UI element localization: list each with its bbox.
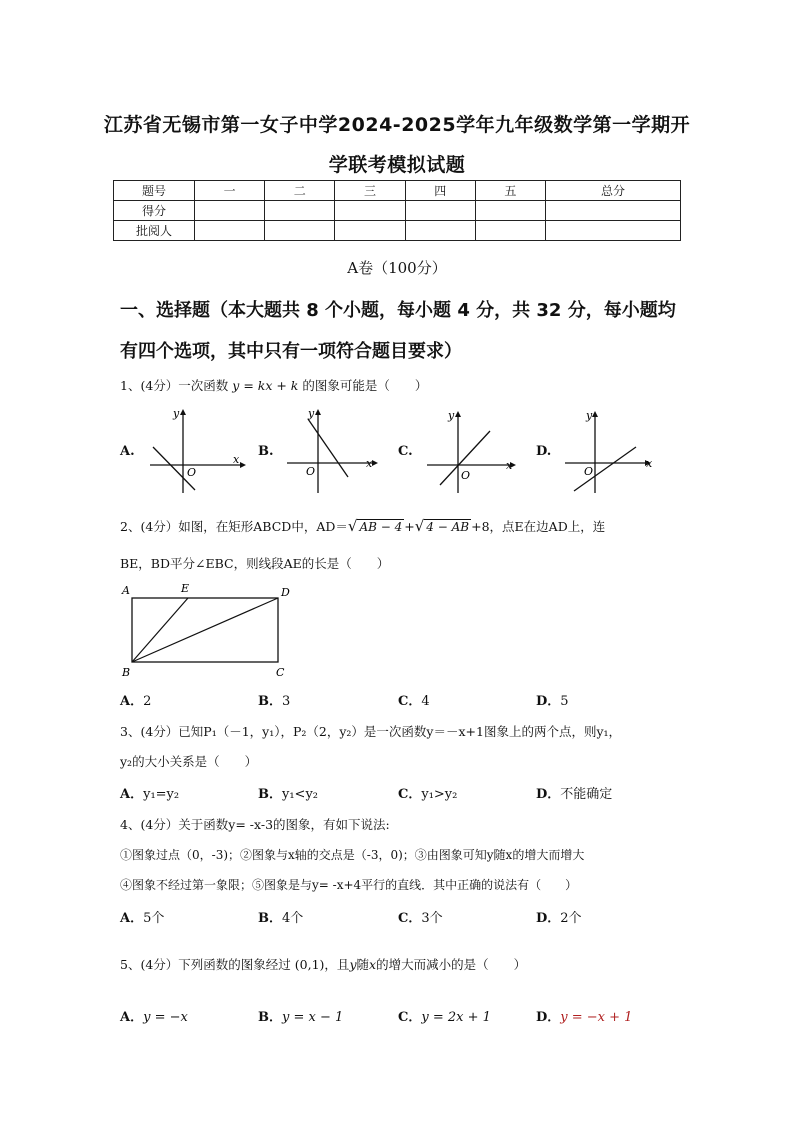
option-text: y₁=y₂: [143, 787, 180, 802]
option-formula: y = −x: [143, 1010, 188, 1025]
q2-radical-2: 4 − AB: [426, 520, 470, 534]
label-e: E: [181, 582, 190, 595]
q5-option-c[interactable]: [398, 1006, 491, 1025]
q2-option-a[interactable]: [120, 690, 151, 709]
table-cell: 二: [265, 181, 335, 201]
q1-graph-c[interactable]: [422, 405, 527, 500]
q5-option-d[interactable]: [536, 1006, 632, 1025]
q5-point: (0,1): [294, 957, 325, 972]
option-label: B．: [258, 1010, 282, 1025]
q3-option-c[interactable]: [398, 783, 457, 802]
origin-label: O: [461, 469, 471, 482]
q3-option-a[interactable]: [120, 783, 179, 802]
q2-stem-line1: [120, 517, 605, 535]
option-text: y₁>y₂: [421, 787, 458, 802]
option-text: 3: [282, 694, 291, 709]
table-cell: 五: [475, 181, 545, 201]
q1-option-a-label[interactable]: A.: [120, 444, 135, 459]
label-d: D: [281, 586, 290, 599]
score-input-cell[interactable]: [265, 201, 335, 221]
q3-option-b[interactable]: [258, 783, 318, 802]
reviewer-input-cell[interactable]: [265, 221, 335, 241]
q4-stem-line3: ④图象不经过第一象限；⑤图象是与y= -x+4平行的直线．其中正确的说法有（ ）: [120, 878, 578, 892]
q5-stem: [120, 955, 526, 973]
q2-option-d[interactable]: [536, 690, 569, 709]
reviewer-input-cell[interactable]: [546, 221, 681, 241]
option-label: C．: [398, 787, 422, 802]
score-input-cell[interactable]: [405, 201, 475, 221]
y-axis-arrow-icon: [315, 409, 321, 415]
q2-radical-1: AB − 4: [359, 520, 403, 534]
table-cell: 总分: [546, 181, 681, 201]
option-label: A．: [120, 911, 144, 926]
option-label: D．: [536, 787, 561, 802]
option-label: C．: [398, 1010, 422, 1025]
sqrt-icon: √: [414, 517, 425, 535]
q5-var-x: x: [369, 957, 377, 972]
q2-text-b: +8，点E在边AD上，连: [471, 519, 606, 534]
q1-formula: y = kx + k: [232, 378, 299, 393]
option-label: D．: [536, 911, 561, 926]
origin-label: O: [306, 465, 316, 478]
q2-rectangle-figure: [118, 580, 298, 682]
q1-option-d-label[interactable]: D.: [536, 444, 552, 459]
q2-option-c[interactable]: [398, 690, 430, 709]
origin-label: O: [584, 465, 594, 478]
y-axis-label: y: [448, 409, 455, 422]
q5-prefix: 5、(4分）下列函数的图象经过: [120, 957, 291, 972]
q2-stem-line2: BE，BD平分∠EBC，则线段AE的长是（ ）: [120, 556, 390, 571]
table-cell: 四: [405, 181, 475, 201]
option-label: C．: [398, 911, 422, 926]
option-text: y₁<y₂: [282, 787, 319, 802]
exam-title-line2: 学联考模拟试题: [328, 154, 466, 176]
score-input-cell[interactable]: [475, 201, 545, 221]
q4-option-a[interactable]: [120, 907, 164, 926]
y-axis-label: y: [586, 409, 593, 422]
q1-suffix: 的图象可能是（ ）: [302, 378, 428, 393]
y-axis-arrow-icon: [592, 411, 598, 417]
q1-option-b-label[interactable]: B.: [258, 444, 274, 459]
y-axis-label: y: [308, 407, 315, 420]
table-cell: 题号: [114, 181, 195, 201]
q3-stem-line1: 3、(4分）已知P₁（－1，y₁），P₂（2，y₂）是一次函数y＝－x+1图象上的两个点，则y₁，: [120, 724, 622, 739]
label-a: A: [122, 584, 130, 597]
option-formula: y = x − 1: [282, 1010, 344, 1025]
q5-option-a[interactable]: [120, 1006, 188, 1025]
section1-heading-line2: 有四个选项，其中只有一项符合题目要求）: [120, 341, 462, 362]
option-text: 5个: [143, 911, 165, 926]
reviewer-input-cell[interactable]: [475, 221, 545, 241]
q3-option-d[interactable]: [536, 783, 612, 802]
score-input-cell[interactable]: [335, 201, 405, 221]
option-label: B．: [258, 911, 282, 926]
q4-stem-line1: 4、(4分）关于函数y= -x-3的图象，有如下说法:: [120, 817, 390, 832]
q5-suffix: 的增大而减小的是（ ）: [376, 957, 527, 972]
option-label: C．: [398, 694, 422, 709]
q5-option-b[interactable]: [258, 1006, 343, 1025]
origin-label: O: [187, 466, 197, 479]
option-formula: y = 2x + 1: [421, 1010, 491, 1025]
q4-option-c[interactable]: [398, 907, 443, 926]
score-table-header-row: [114, 181, 681, 201]
option-formula: y = −x + 1: [560, 1010, 633, 1025]
exam-title-line1: 江苏省无锡市第一女子中学2024-2025学年九年级数学第一学期开: [103, 114, 691, 136]
q3-stem-line2: y₂的大小关系是（ ）: [120, 754, 258, 769]
option-text: 5: [560, 694, 569, 709]
option-label: A．: [120, 1010, 144, 1025]
option-text: 2: [143, 694, 152, 709]
x-axis-label: x: [646, 457, 653, 470]
label-c: C: [276, 666, 285, 679]
reviewer-input-cell[interactable]: [195, 221, 265, 241]
y-axis-arrow-icon: [455, 411, 461, 417]
x-axis-label: x: [506, 459, 513, 472]
table-cell: 三: [335, 181, 405, 201]
q4-option-b[interactable]: [258, 907, 303, 926]
option-text: 4: [421, 694, 430, 709]
q5-var-y: y: [349, 957, 357, 972]
y-axis-arrow-icon: [180, 409, 186, 415]
q1-option-c-label[interactable]: C.: [398, 444, 413, 459]
label-b: B: [122, 666, 131, 679]
q1-graph-b[interactable]: [282, 405, 387, 500]
section1-heading-line1: 一、选择题（本大题共 8 个小题，每小题 4 分，共 32 分，每小题均: [120, 300, 676, 321]
q1-stem: [120, 376, 427, 394]
option-text: 4个: [282, 911, 304, 926]
table-cell: 一: [195, 181, 265, 201]
q2-text-a: 2、(4分）如图，在矩形ABCD中，AD＝: [120, 519, 348, 534]
table-cell: 批阅人: [114, 221, 195, 241]
q5-middle: ，且: [324, 957, 350, 972]
segment-be: [132, 598, 188, 662]
reviewer-row: [114, 221, 681, 241]
reviewer-input-cell[interactable]: [405, 221, 475, 241]
option-text: 2个: [560, 911, 582, 926]
x-axis-label: x: [366, 457, 373, 470]
section-a-heading: A卷（100分）: [347, 259, 447, 277]
score-input-cell[interactable]: [195, 201, 265, 221]
score-row: [114, 201, 681, 221]
q1-prefix: 1、(4分）一次函数: [120, 378, 229, 393]
q1-graph-a[interactable]: [145, 405, 250, 500]
score-table: [113, 180, 681, 241]
x-axis-label: x: [233, 453, 240, 466]
x-axis-arrow-icon: [372, 460, 378, 466]
y-axis-label: y: [173, 407, 180, 420]
q2-option-b[interactable]: [258, 690, 290, 709]
option-label: B．: [258, 787, 282, 802]
option-label: B．: [258, 694, 282, 709]
q4-option-d[interactable]: [536, 907, 582, 926]
q4-stem-line2: ①图象过点（0，-3)；②图象与x轴的交点是（-3，0)；③由图象可知y随x的增大而增大: [120, 848, 585, 862]
x-axis-arrow-icon: [240, 462, 246, 468]
q1-graph-d[interactable]: [560, 405, 665, 500]
option-label: D．: [536, 1010, 561, 1025]
score-input-cell[interactable]: [546, 201, 681, 221]
option-text: 3个: [421, 911, 443, 926]
option-text: 不能确定: [560, 787, 613, 802]
q2-plus: +: [404, 519, 415, 534]
table-cell: 得分: [114, 201, 195, 221]
q5-mid2: 随: [356, 957, 370, 972]
option-label: D．: [536, 694, 561, 709]
option-label: A．: [120, 694, 144, 709]
segment-bd: [132, 598, 278, 662]
sqrt-icon: √: [347, 517, 358, 535]
option-label: A．: [120, 787, 144, 802]
reviewer-input-cell[interactable]: [335, 221, 405, 241]
